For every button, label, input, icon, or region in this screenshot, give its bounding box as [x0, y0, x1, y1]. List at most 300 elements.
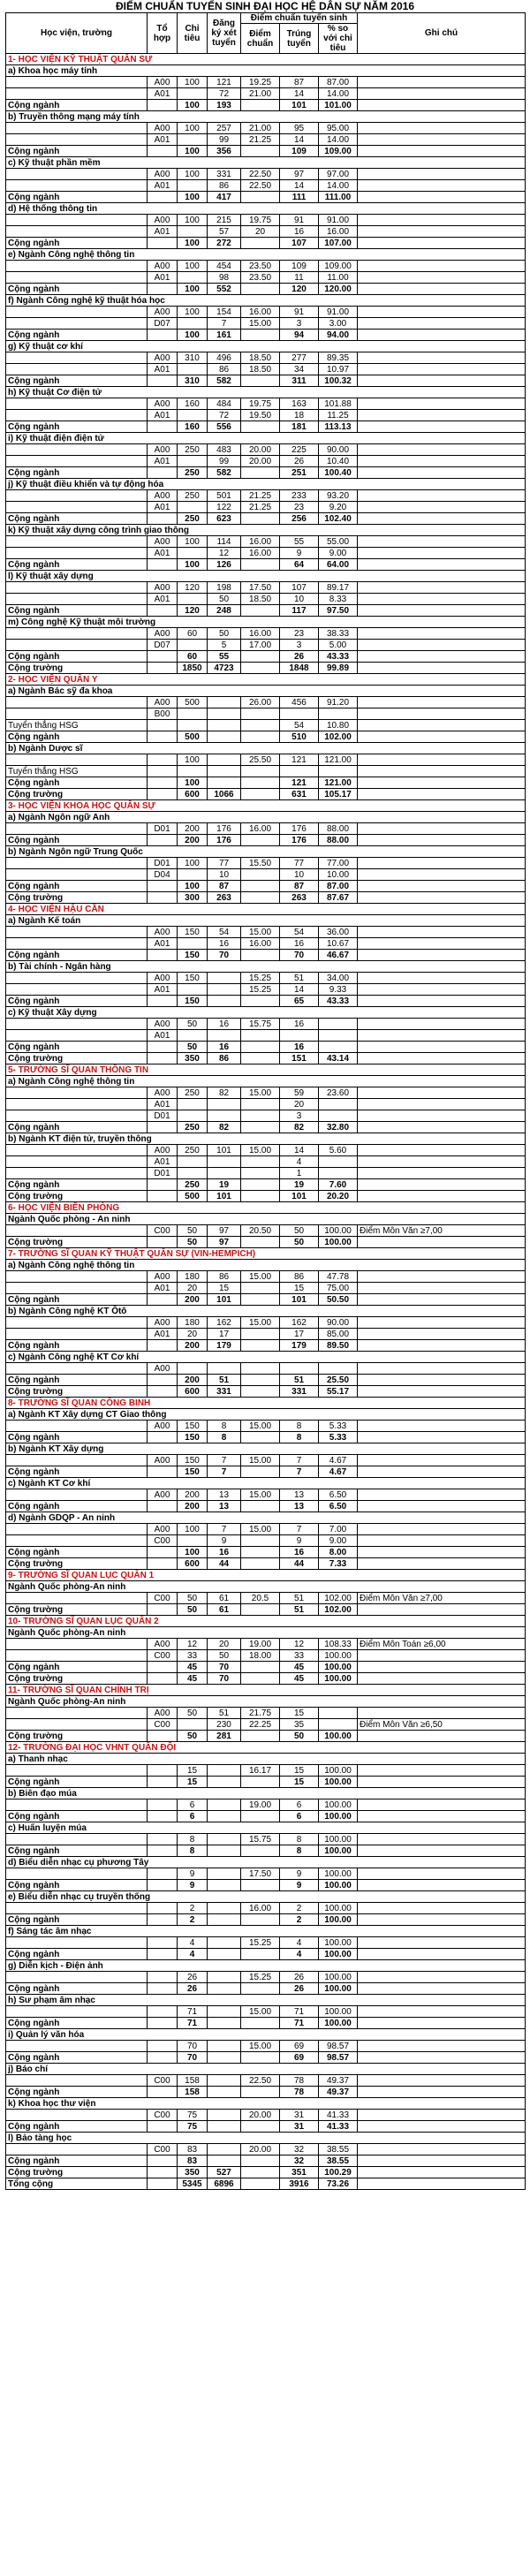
cell-quota: 9 — [178, 1880, 208, 1891]
section-row — [6, 1064, 526, 1076]
cell-pct — [319, 1363, 358, 1375]
cell-quota: 60 — [178, 628, 208, 640]
cell-combo: C00 — [148, 1535, 178, 1547]
cell-pct: 43.33 — [319, 996, 358, 1007]
cell-pct: 98.57 — [319, 2052, 358, 2064]
major-row — [6, 65, 526, 77]
cell-note — [358, 1650, 526, 1662]
cell-adm: 101 — [280, 100, 319, 111]
total-row — [6, 1386, 526, 1398]
cell-combo: A00 — [148, 490, 178, 502]
table-row — [6, 456, 526, 467]
cell-reg: 8 — [208, 1421, 241, 1432]
cell-combo — [148, 950, 178, 961]
cell-combo — [148, 1799, 178, 1811]
cell-quota: 15 — [178, 1777, 208, 1788]
cell-quota: 150 — [178, 973, 208, 984]
col-note: Ghi chú — [358, 13, 526, 54]
cell-score — [241, 789, 280, 800]
cell-combo — [148, 777, 178, 789]
col-school: Học viện, trường — [6, 13, 148, 54]
cell-score: 15.00 — [241, 1317, 280, 1329]
row-label: Cộng ngành — [6, 513, 148, 525]
major-row — [6, 341, 526, 352]
major-title: b) Ngành KT Xây dựng — [6, 1443, 526, 1455]
cell-score — [241, 731, 280, 743]
row-label: Cộng ngành — [6, 1914, 148, 1926]
row-label: Cộng ngành — [6, 1949, 148, 1960]
cell-pct: 98.57 — [319, 2041, 358, 2052]
major-row — [6, 1512, 526, 1524]
cell-combo — [148, 835, 178, 846]
cell-pct: 10.80 — [319, 720, 358, 731]
row-label — [6, 1535, 148, 1547]
cell-reg: 70 — [208, 1673, 241, 1685]
table-row — [6, 215, 526, 226]
cell-pct: 64.00 — [319, 559, 358, 571]
cell-combo: A01 — [148, 984, 178, 996]
cell-note — [358, 364, 526, 375]
cell-combo: A00 — [148, 1363, 178, 1375]
cell-quota: 100 — [178, 169, 208, 180]
cell-reg: 331 — [208, 169, 241, 180]
cell-score — [241, 2052, 280, 2064]
cell-combo — [148, 1340, 178, 1352]
cell-adm: 51 — [280, 973, 319, 984]
major-row — [6, 525, 526, 536]
cell-adm: 13 — [280, 1501, 319, 1512]
cell-reg: 9 — [208, 1535, 241, 1547]
cell-note — [358, 77, 526, 88]
table-row — [6, 1455, 526, 1466]
cell-adm: 69 — [280, 2052, 319, 2064]
cell-pct — [319, 1099, 358, 1110]
cell-reg: 248 — [208, 605, 241, 617]
cell-pct: 6.50 — [319, 1501, 358, 1512]
cell-score — [241, 2167, 280, 2178]
row-label — [6, 88, 148, 100]
cell-score: 16.00 — [241, 823, 280, 835]
cell-combo: A01 — [148, 1030, 178, 1042]
cell-quota: 100 — [178, 215, 208, 226]
cell-note — [358, 938, 526, 950]
cell-note — [358, 1363, 526, 1375]
cell-note — [358, 1731, 526, 1742]
cell-pct: 89.50 — [319, 1340, 358, 1352]
cell-reg: 86 — [208, 1271, 241, 1283]
cell-score: 21.00 — [241, 88, 280, 100]
row-label — [6, 1650, 148, 1662]
cell-note — [358, 789, 526, 800]
cell-adm: 176 — [280, 835, 319, 846]
total-row — [6, 777, 526, 789]
row-label: Cộng ngành — [6, 2052, 148, 2064]
major-row — [6, 1260, 526, 1271]
cell-reg — [208, 984, 241, 996]
major-title: b) Ngành Dược sĩ — [6, 743, 526, 754]
cell-note — [358, 1145, 526, 1156]
cell-adm: 8 — [280, 1834, 319, 1845]
cell-pct: 90.00 — [319, 1317, 358, 1329]
row-label: Cộng ngành — [6, 467, 148, 479]
cell-quota: 9 — [178, 1868, 208, 1880]
cell-note — [358, 950, 526, 961]
cell-note — [358, 927, 526, 938]
cell-note — [358, 375, 526, 387]
section-row — [6, 54, 526, 65]
cell-pct: 20.20 — [319, 1191, 358, 1202]
cell-note — [358, 1283, 526, 1294]
cell-combo — [148, 1432, 178, 1443]
total-row — [6, 1547, 526, 1558]
cell-quota: 26 — [178, 1983, 208, 1995]
cell-pct: 6.50 — [319, 1489, 358, 1501]
cell-reg: 72 — [208, 410, 241, 421]
cell-adm: 50 — [280, 1731, 319, 1742]
cell-combo: A00 — [148, 123, 178, 134]
major-row — [6, 1822, 526, 1834]
cell-note — [358, 444, 526, 456]
cell-adm: 65 — [280, 996, 319, 1007]
cell-quota: 50 — [178, 1604, 208, 1616]
cell-quota: 33 — [178, 1650, 208, 1662]
cell-note — [358, 502, 526, 513]
row-label: Cộng ngành — [6, 1662, 148, 1673]
cell-score: 20 — [241, 226, 280, 238]
major-title: c) Huấn luyện múa — [6, 1822, 526, 1834]
cell-adm: 277 — [280, 352, 319, 364]
cell-quota: 75 — [178, 2110, 208, 2121]
cell-note — [358, 1042, 526, 1053]
table-row — [6, 640, 526, 651]
major-title: a) Thanh nhạc — [6, 1754, 526, 1765]
cell-reg: 527 — [208, 2167, 241, 2178]
cell-quota — [178, 938, 208, 950]
major-title: k) Khoa học thư viện — [6, 2098, 526, 2110]
cell-score — [241, 1662, 280, 1673]
cell-combo — [148, 1547, 178, 1558]
total-row — [6, 1983, 526, 1995]
cell-note — [358, 261, 526, 272]
cell-note — [358, 1271, 526, 1283]
cell-note — [358, 548, 526, 559]
cell-note — [358, 1937, 526, 1949]
major-title: g) Kỹ thuật cơ khí — [6, 341, 526, 352]
cell-pct: 100.00 — [319, 1811, 358, 1822]
cell-note — [358, 1294, 526, 1306]
major-row — [6, 157, 526, 169]
major-row — [6, 961, 526, 973]
cell-reg — [208, 1110, 241, 1122]
cell-quota: 4 — [178, 1937, 208, 1949]
row-label: Cộng ngành — [6, 284, 148, 295]
cell-combo: A01 — [148, 1156, 178, 1168]
cell-score — [241, 1880, 280, 1891]
cell-quota: 26 — [178, 1972, 208, 1983]
cell-score: 15.00 — [241, 1271, 280, 1283]
cell-pct: 121.00 — [319, 754, 358, 766]
cell-reg: 496 — [208, 352, 241, 364]
cell-note — [358, 123, 526, 134]
row-label — [6, 352, 148, 364]
major-title: g) Diễn kịch - Điện ảnh — [6, 1960, 526, 1972]
grand-total-row — [6, 2178, 526, 2190]
cell-note — [358, 835, 526, 846]
page-title: ĐIỂM CHUẨN TUYỂN SINH ĐẠI HỌC HỆ DÂN SỰ NĂM 2016 — [116, 0, 414, 12]
cell-combo: A00 — [148, 927, 178, 938]
cell-note — [358, 134, 526, 146]
section-title: 3- HỌC VIỆN KHOA HỌC QUÂN SỰ — [6, 800, 526, 812]
cell-quota: 4 — [178, 1949, 208, 1960]
cell-quota — [178, 226, 208, 238]
table-row — [6, 77, 526, 88]
major-title: b) Ngành KT điện tử, truyền thông — [6, 1133, 526, 1145]
cell-note — [358, 2018, 526, 2029]
cell-reg — [208, 2018, 241, 2029]
table-row — [6, 1421, 526, 1432]
major-row — [6, 249, 526, 261]
row-label: Cộng ngành — [6, 1375, 148, 1386]
cell-reg: 356 — [208, 146, 241, 157]
cell-note — [358, 1455, 526, 1466]
section-title: 7- TRƯỜNG SĨ QUAN KỸ THUẬT QUÂN SỰ (VIN-HEMPICH) — [6, 1248, 526, 1260]
cell-combo — [148, 375, 178, 387]
cell-score: 15.75 — [241, 1834, 280, 1845]
cell-pct — [319, 1156, 358, 1168]
cell-quota — [178, 456, 208, 467]
cell-reg — [208, 2075, 241, 2087]
cell-combo: C00 — [148, 1719, 178, 1731]
cell-pct: 11.25 — [319, 410, 358, 421]
cell-reg: 20 — [208, 1639, 241, 1650]
row-label — [6, 1099, 148, 1110]
cell-reg: 8 — [208, 1432, 241, 1443]
cell-note — [358, 490, 526, 502]
cell-reg: 281 — [208, 1731, 241, 1742]
cell-combo — [148, 1972, 178, 1983]
cell-combo — [148, 651, 178, 663]
cell-quota: 150 — [178, 927, 208, 938]
cell-adm: 4 — [280, 1156, 319, 1168]
row-label — [6, 823, 148, 835]
cell-pct: 100.00 — [319, 1868, 358, 1880]
cell-quota: 100 — [178, 307, 208, 318]
major-row — [6, 295, 526, 307]
cell-adm: 16 — [280, 1019, 319, 1030]
cell-note — [358, 180, 526, 192]
row-label — [6, 410, 148, 421]
row-label — [6, 1903, 148, 1914]
row-label: Cộng ngành — [6, 1340, 148, 1352]
cell-reg: 230 — [208, 1719, 241, 1731]
table-row — [6, 2006, 526, 2018]
cell-pct: 100.00 — [319, 1225, 358, 1237]
cell-combo: A00 — [148, 536, 178, 548]
section-row — [6, 1742, 526, 1754]
cell-reg: 4723 — [208, 663, 241, 674]
cell-note — [358, 1179, 526, 1191]
cell-pct: 5.33 — [319, 1421, 358, 1432]
cell-pct: 10.67 — [319, 938, 358, 950]
cell-combo — [148, 2018, 178, 2029]
cell-reg: 51 — [208, 1375, 241, 1386]
cell-combo — [148, 100, 178, 111]
row-label: Cộng ngành — [6, 996, 148, 1007]
total-row — [6, 1811, 526, 1822]
total-row — [6, 892, 526, 904]
cell-note — [358, 2167, 526, 2178]
cell-pct: 41.33 — [319, 2121, 358, 2133]
cell-reg: 44 — [208, 1558, 241, 1570]
cell-pct: 14.00 — [319, 180, 358, 192]
row-label — [6, 134, 148, 146]
cell-score: 16.00 — [241, 548, 280, 559]
cell-quota: 200 — [178, 1294, 208, 1306]
cell-score: 15.00 — [241, 1455, 280, 1466]
cell-reg: 331 — [208, 1386, 241, 1398]
cell-quota: 75 — [178, 2121, 208, 2133]
cell-quota: 600 — [178, 1386, 208, 1398]
cell-reg: 101 — [208, 1191, 241, 1202]
cell-pct: 4.67 — [319, 1455, 358, 1466]
cell-adm: 23 — [280, 628, 319, 640]
cell-quota: 100 — [178, 536, 208, 548]
cell-pct: 120.00 — [319, 284, 358, 295]
cell-adm: 15 — [280, 1765, 319, 1777]
col-group: Điểm chuẩn tuyển sinh — [241, 13, 358, 24]
major-title: a) Ngành Ngôn ngữ Anh — [6, 812, 526, 823]
cell-combo — [148, 1777, 178, 1788]
cell-note — [358, 2087, 526, 2098]
cell-note — [358, 421, 526, 433]
cell-score: 23.50 — [241, 261, 280, 272]
cell-adm: 7 — [280, 1455, 319, 1466]
cell-reg: 176 — [208, 823, 241, 835]
row-label: Cộng trường — [6, 1604, 148, 1616]
cell-combo: A01 — [148, 134, 178, 146]
table-row — [6, 1145, 526, 1156]
cell-reg — [208, 1972, 241, 1983]
cell-score: 22.25 — [241, 1719, 280, 1731]
row-label: Cộng ngành — [6, 1845, 148, 1857]
row-label: Cộng ngành — [6, 1294, 148, 1306]
row-label: Cộng ngành — [6, 1432, 148, 1443]
cell-adm: 18 — [280, 410, 319, 421]
cell-quota: 100 — [178, 330, 208, 341]
cell-score: 18.50 — [241, 352, 280, 364]
cell-score — [241, 559, 280, 571]
cell-adm: 26 — [280, 1972, 319, 1983]
cell-adm — [280, 1030, 319, 1042]
table-row — [6, 754, 526, 766]
cell-note — [358, 869, 526, 881]
cell-quota: 200 — [178, 1501, 208, 1512]
cell-note — [358, 1317, 526, 1329]
cell-reg — [208, 777, 241, 789]
cell-pct — [319, 1030, 358, 1042]
table-row — [6, 927, 526, 938]
cell-pct: 85.00 — [319, 1329, 358, 1340]
row-label: Cộng trường — [6, 1731, 148, 1742]
cell-combo: C00 — [148, 2075, 178, 2087]
cell-note — [358, 536, 526, 548]
row-label — [6, 1030, 148, 1042]
cell-quota: 150 — [178, 1455, 208, 1466]
cell-score: 19.00 — [241, 1799, 280, 1811]
table-row — [6, 1639, 526, 1650]
cell-quota: 20 — [178, 1283, 208, 1294]
cell-pct: 88.00 — [319, 823, 358, 835]
cell-score: 20.00 — [241, 456, 280, 467]
cell-pct: 50.50 — [319, 1294, 358, 1306]
cell-quota: 250 — [178, 513, 208, 525]
cell-score — [241, 2156, 280, 2167]
cell-reg: 257 — [208, 123, 241, 134]
row-label — [6, 640, 148, 651]
cell-note — [358, 410, 526, 421]
cell-note — [358, 1168, 526, 1179]
total-row — [6, 1914, 526, 1926]
cell-pct: 100.00 — [319, 1777, 358, 1788]
cell-combo: A00 — [148, 1639, 178, 1650]
cell-reg: 61 — [208, 1604, 241, 1616]
cell-adm: 109 — [280, 261, 319, 272]
major-row — [6, 1076, 526, 1087]
cell-pct: 93.20 — [319, 490, 358, 502]
section-title: 9- TRƯỜNG SĨ QUAN LỤC QUÂN 1 — [6, 1570, 526, 1581]
cell-score — [241, 1375, 280, 1386]
major-row — [6, 1627, 526, 1639]
cell-reg: 17 — [208, 1329, 241, 1340]
major-title: h) Sư phạm âm nhạc — [6, 1995, 526, 2006]
row-label — [6, 1283, 148, 1294]
cell-score — [241, 835, 280, 846]
row-label — [6, 1639, 148, 1650]
cell-pct: 55.17 — [319, 1386, 358, 1398]
cell-pct: 88.00 — [319, 835, 358, 846]
cell-score — [241, 1340, 280, 1352]
major-row — [6, 2098, 526, 2110]
cell-pct — [319, 1168, 358, 1179]
cell-score: 15.00 — [241, 2006, 280, 2018]
cell-note — [358, 1845, 526, 1857]
cell-pct: 89.17 — [319, 582, 358, 594]
row-label: Cộng trường — [6, 2167, 148, 2178]
cell-pct: 9.20 — [319, 502, 358, 513]
cell-score: 15.25 — [241, 984, 280, 996]
row-label — [6, 1593, 148, 1604]
cell-reg: 121 — [208, 77, 241, 88]
cell-combo — [148, 1501, 178, 1512]
cell-adm: 120 — [280, 284, 319, 295]
cell-score: 20.50 — [241, 1225, 280, 1237]
total-row — [6, 238, 526, 249]
cell-pct: 3.00 — [319, 318, 358, 330]
cell-combo: A00 — [148, 1145, 178, 1156]
section-title: 11- TRƯỜNG SĨ QUAN CHÍNH TRỊ — [6, 1685, 526, 1696]
cell-note — [358, 215, 526, 226]
cell-quota: 600 — [178, 789, 208, 800]
cell-score — [241, 1811, 280, 1822]
cell-quota: 50 — [178, 1019, 208, 1030]
cell-combo: A00 — [148, 1489, 178, 1501]
cell-reg: 16 — [208, 938, 241, 950]
cell-score: 15.00 — [241, 1087, 280, 1099]
row-label — [6, 2041, 148, 2052]
cell-adm: 77 — [280, 858, 319, 869]
cell-quota: 158 — [178, 2075, 208, 2087]
row-label: Cộng ngành — [6, 1811, 148, 1822]
